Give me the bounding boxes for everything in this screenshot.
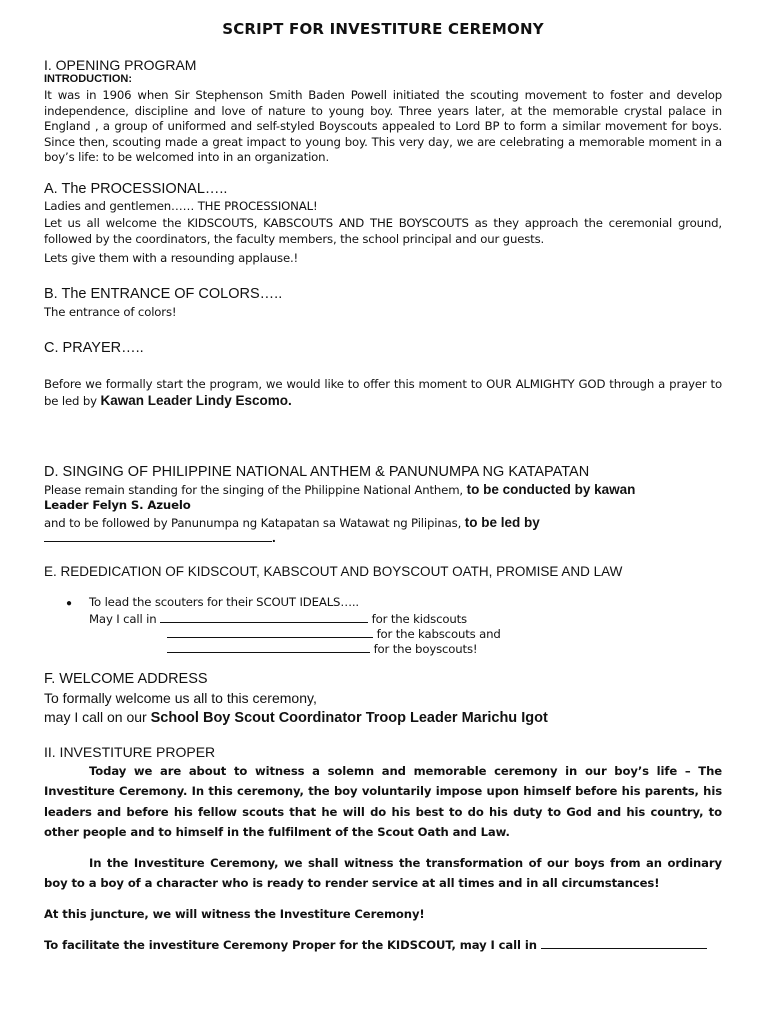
kidscout-facilitator-blank — [541, 936, 707, 949]
document-title: SCRIPT FOR INVESTITURE CEREMONY — [222, 20, 544, 38]
kabscouts-label: for the kabscouts and — [373, 627, 501, 641]
investiture-paragraph-2-text: In the Investiture Ceremony, we shall witness the transformation of our boys from an ordinary boy to a boy of a character who is ready to render service at all times and in all circumstances! — [44, 856, 722, 891]
welcome-line-2-text: may I call on our — [44, 709, 151, 725]
processional-line-1: Ladies and gentlemen…… THE PROCESSIONAL! — [44, 199, 318, 213]
investiture-proper-heading: II. INVESTITURE PROPER — [44, 744, 216, 760]
processional-heading: A. The PROCESSIONAL….. — [44, 181, 228, 197]
anthem-conductor-lead: to be conducted by kawan — [466, 482, 636, 497]
investiture-paragraph-4-text: To facilitate the investiture Ceremony Proper for the KIDSCOUT, may I call in — [44, 938, 541, 952]
investiture-paragraph-3: At this juncture, we will witness the Investiture Ceremony! — [44, 907, 425, 921]
anthem-conductor-name: Leader Felyn S. Azuelo — [44, 498, 191, 512]
anthem-heading: D. SINGING OF PHILIPPINE NATIONAL ANTHEM & PANUNUMPA NG KATAPATAN — [44, 464, 590, 480]
rededication-bullet-text: To lead the scouters for their SCOUT IDEALS….. — [89, 595, 359, 609]
anthem-line-1 — [44, 482, 635, 499]
bullet-icon: ● — [66, 598, 73, 609]
rededication-heading: E. REDEDICATION OF KIDSCOUT, KABSCOUT AND BOYSCOUT OATH, PROMISE AND LAW — [44, 564, 623, 579]
call-in-prefix: May I call in — [89, 612, 161, 626]
processional-paragraph: Let us all welcome the KIDSCOUTS, KABSCOUTS AND THE BOYSCOUTS as they approach the ceremonial ground, followed by the coordinators, the faculty members, the school principal and our guests. — [44, 216, 722, 246]
anthem-led-by: to be led by — [464, 515, 540, 530]
kidscouts-label: for the kidscouts — [368, 612, 467, 626]
welcome-line-2 — [44, 709, 548, 726]
boyscouts-label: for the boyscouts! — [370, 642, 478, 656]
investiture-paragraph-2 — [44, 853, 722, 894]
anthem-blank-period: . — [272, 530, 276, 545]
introduction-label: INTRODUCTION: — [44, 73, 132, 85]
prayer-text: Before we formally start the program, we would like to offer this moment to OUR ALMIGHTY GOD through a prayer to be led by — [44, 377, 722, 408]
call-boyscouts-line — [167, 640, 477, 658]
prayer-heading: C. PRAYER….. — [44, 340, 144, 356]
introduction-paragraph: It was in 1906 when Sir Stephenson Smith Baden Powell initiated the scouting movement to foster and develop independence, discipline and love of nature to young boy. Three years later, at the memorable crystal palace in England , a group of uniformed and self-styled Boyscouts appealed to Lord BP to form a similar movement for boys. Since then, scouting made a great impact to young boy. This very day, we are celebrating a memorable moment in a boy’s life: to be welcomed into in an organization. — [44, 88, 722, 164]
entrance-of-colors-line: The entrance of colors! — [44, 305, 177, 319]
opening-program-heading: I. OPENING PROGRAM — [44, 57, 197, 73]
anthem-line-1-text: Please remain standing for the singing of the Philippine National Anthem, — [44, 483, 467, 497]
investiture-paragraph-1-text: Today we are about to witness a solemn and memorable ceremony in our boy’s life – The Investiture Ceremony. In this ceremony, the boy voluntarily impose upon himself before his parents, his leaders and before his fellow scouts that he will do his best to do his duty to God and his country, to other people and to himself in the fulfilment of the Scout Oath and Law. — [44, 764, 722, 840]
boyscouts-blank — [167, 640, 370, 653]
anthem-line-3-text: and to be followed by Panunumpa ng Katapatan sa Watawat ng Pilipinas, — [44, 516, 465, 530]
prayer-paragraph — [44, 377, 722, 409]
investiture-paragraph-1 — [44, 761, 722, 843]
kidscouts-blank — [160, 610, 368, 623]
entrance-of-colors-heading: B. The ENTRANCE OF COLORS….. — [44, 286, 283, 302]
investiture-paragraph-4 — [44, 935, 722, 955]
prayer-leader: Kawan Leader Lindy Escomo. — [100, 392, 292, 408]
anthem-blank-line — [44, 529, 276, 547]
processional-line-3: Lets give them with a resounding applause.! — [44, 251, 299, 265]
anthem-leader-blank — [44, 529, 272, 542]
welcome-speaker: School Boy Scout Coordinator Troop Leader Marichu Igot — [150, 710, 548, 726]
welcome-line-1: To formally welcome us all to this ceremony, — [44, 690, 317, 706]
kabscouts-blank — [167, 625, 373, 638]
welcome-address-heading: F. WELCOME ADDRESS — [44, 671, 208, 687]
document-page — [44, 0, 722, 1024]
